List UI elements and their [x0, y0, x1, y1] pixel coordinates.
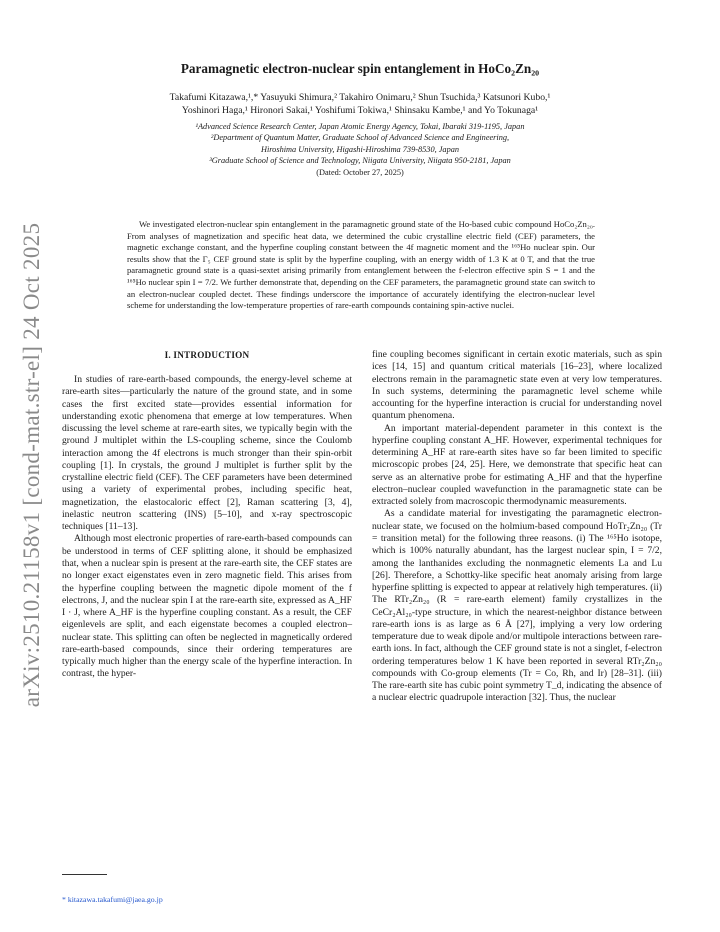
- author-list: [90, 91, 630, 117]
- affiliation-line: ³Graduate School of Science and Technology, Niigata University, Niigata 950-2181, Japan: [209, 156, 511, 166]
- paper-title: Paramagnetic electron-nuclear spin entanglement in HoCo₂Zn₂₀: [180, 61, 540, 76]
- affiliation-line: Hiroshima University, Higashi-Hiroshima 739-8530, Japan: [260, 144, 460, 154]
- affiliation-line: ¹Advanced Science Research Center, Japan Atomic Energy Agency, Tokai, Ibaraki 319-1195, Japan: [195, 122, 525, 131]
- left-column: [62, 350, 352, 681]
- author-line: Yoshinori Haga,¹ Hironori Sakai,¹ Yoshifumi Tokiwa,¹ Shinsaku Kambe,¹ and Yo Tokunaga¹: [181, 105, 539, 116]
- affiliation-line: ²Department of Quantum Matter, Graduate School of Advanced Science and Engineering,: [210, 133, 510, 143]
- abstract: We investigated electron-nuclear spin entanglement in the paramagnetic ground state of the Ho-based cubic compound HoCo₂Zn₂₀. From analyses of magnetization and specific heat data, we determined the cubic crystalline electric field (CEF) parameters, the magnetic exchange constant, and the hyperfine coupling constant between the 4f magnetic moment and the ¹⁶⁵Ho nuclear spin. Our results show that the Γ₅ CEF ground state is split by the hyperfine coupling, with an energy width of 1.3 K at 0 T, and that the true paramagnetic ground state is a quasi-sextet arising primarily from entanglement between the f-electron effective spin S = 1 and the ¹⁶⁵Ho nuclear spin I = 7/2. We further demonstrate that, depending on the CEF parameters, the paramagnetic ground state can switch to an electron-nuclear coupled dectet. These findings underscore the importance of accurately identifying the electron-nuclear level scheme for understanding the low-temperature properties of rare-earth compounds containing spin-active nuclei.: [127, 219, 595, 311]
- footnote: [62, 895, 163, 904]
- paragraph: fine coupling becomes significant in certain exotic materials, such as spin ices [14, 15] and quantum critical materials [16–23], where localized electrons remain in the paramagnetic state even at very low temperatures. In such systems, determining the paramagnetic level scheme while accounting for the hyperfine interaction is crucial for understanding novel quantum phenomena.: [372, 349, 662, 422]
- dated-line: (Dated: October 27, 2025): [316, 167, 404, 177]
- paragraph: In studies of rare-earth-based compounds, the energy-level scheme at rare-earth sites—particularly the nature of the ground state, and in some cases the first excited state—provides essential information for understanding exotic phenomena that emerge at low temperatures. When discussing the level scheme at rare-earth sites, we typically begin with the ground J multiplet within the LS-coupling scheme, since the Coulomb interaction among the 4f electrons is much stronger than their spin-orbit coupling [1]. In crystals, the ground J multiplet is further split by the crystalline electric field (CEF). The CEF parameters have been determined using a variety of experimental probes, including specific heat, magnetization, the elastocaloric effect [2], Raman scattering [3, 4], inelastic neutron scattering (INS) [5–10], and x-ray spectroscopic techniques [11–13].: [62, 374, 352, 533]
- paragraph: Although most electronic properties of rare-earth-based compounds can be understood in terms of CEF splitting alone, it should be emphasized that, when a nuclear spin is present at the rare-earth site, the CEF states are no longer exact eigenstates even in zero magnetic field. This arises from the hyperfine coupling between the magnetic dipole moment of the f electrons, J, and the nuclear spin I at the rare-earth site, expressed as A_HF I · J, where A_HF is the hyperfine coupling constant. As a result, the CEF eigenlevels are split, and each eigenstate becomes a coupled electron–nuclear state. This splitting can often be neglected in magnetically ordered rare-earth-based compounds, since their ordering temperatures are typically much higher than the energy scale of the hyperfine interaction. In contrast, the hyper-: [62, 533, 352, 680]
- footnote-email-link[interactable]: kitazawa.takafumi@jaea.go.jp: [67, 895, 163, 904]
- paragraph: An important material-dependent parameter in this context is the hyperfine coupling constant A_HF. However, experimental techniques for determining A_HF at rare-earth sites have so far been limited to specific microscopic probes [24, 25]. Here, we demonstrate that specific heat can serve as an alternative probe for estimating A_HF and that the hyperfine electron–nuclear coupled wavefunction in the paramagnetic state can be extracted solely from macroscopic thermodynamic measurements.: [372, 422, 662, 508]
- arxiv-stamp-text: arXiv:2510.21158v1 [cond-mat.str-el] 24 Oct 2025: [19, 222, 44, 708]
- section-heading: I. INTRODUCTION: [164, 350, 250, 360]
- author-line: Takafumi Kitazawa,¹,* Yasuyuki Shimura,² Takahiro Onimaru,² Shun Tsuchida,³ Katsunori Kubo,¹: [169, 92, 551, 103]
- right-column: [372, 349, 662, 705]
- footnote-marker: *: [62, 895, 66, 904]
- footnote-rule: [62, 874, 107, 875]
- paragraph: As a candidate material for investigating the paramagnetic electron-nuclear state, we focused on the holmium-based compound HoTr₂Zn₂₀ (Tr = transition metal) for the following three reasons. (i) The ¹⁶⁵Ho isotope, which is 100% naturally abundant, has the largest nuclear spin, I = 7/2, among the lanthanides excluding the nonmagnetic elements La and Lu [26]. Therefore, a Schottky-like specific heat anomaly arising from large hyperfine splitting is expected to appear at relatively high temperatures. (ii) The RTr₂Zn₂₀ (R = rare-earth element) family crystallizes in the CeCr₂Al₂₀-type structure, in which the nearest-neighbor distance between rare-earth ions is as large as 6 Å [27], implying a very low ordering temperature due to weak dipole and/or multipole interactions between rare-earth ions. In fact, although the CEF ground state is not a singlet, f-electron ordering temperatures below 1 K have been reported in several RTr₂Zn₂₀ compounds with Co-group elements (Tr = Co, Rh, and Ir) [28–31]. (iii) The rare-earth site has cubic point symmetry T_d, indicating the absence of a nuclear electric quadrupole interaction [32]. Thus, the nuclear: [372, 508, 662, 704]
- arxiv-side-stamp: [14, 215, 50, 715]
- affiliations: [90, 121, 630, 178]
